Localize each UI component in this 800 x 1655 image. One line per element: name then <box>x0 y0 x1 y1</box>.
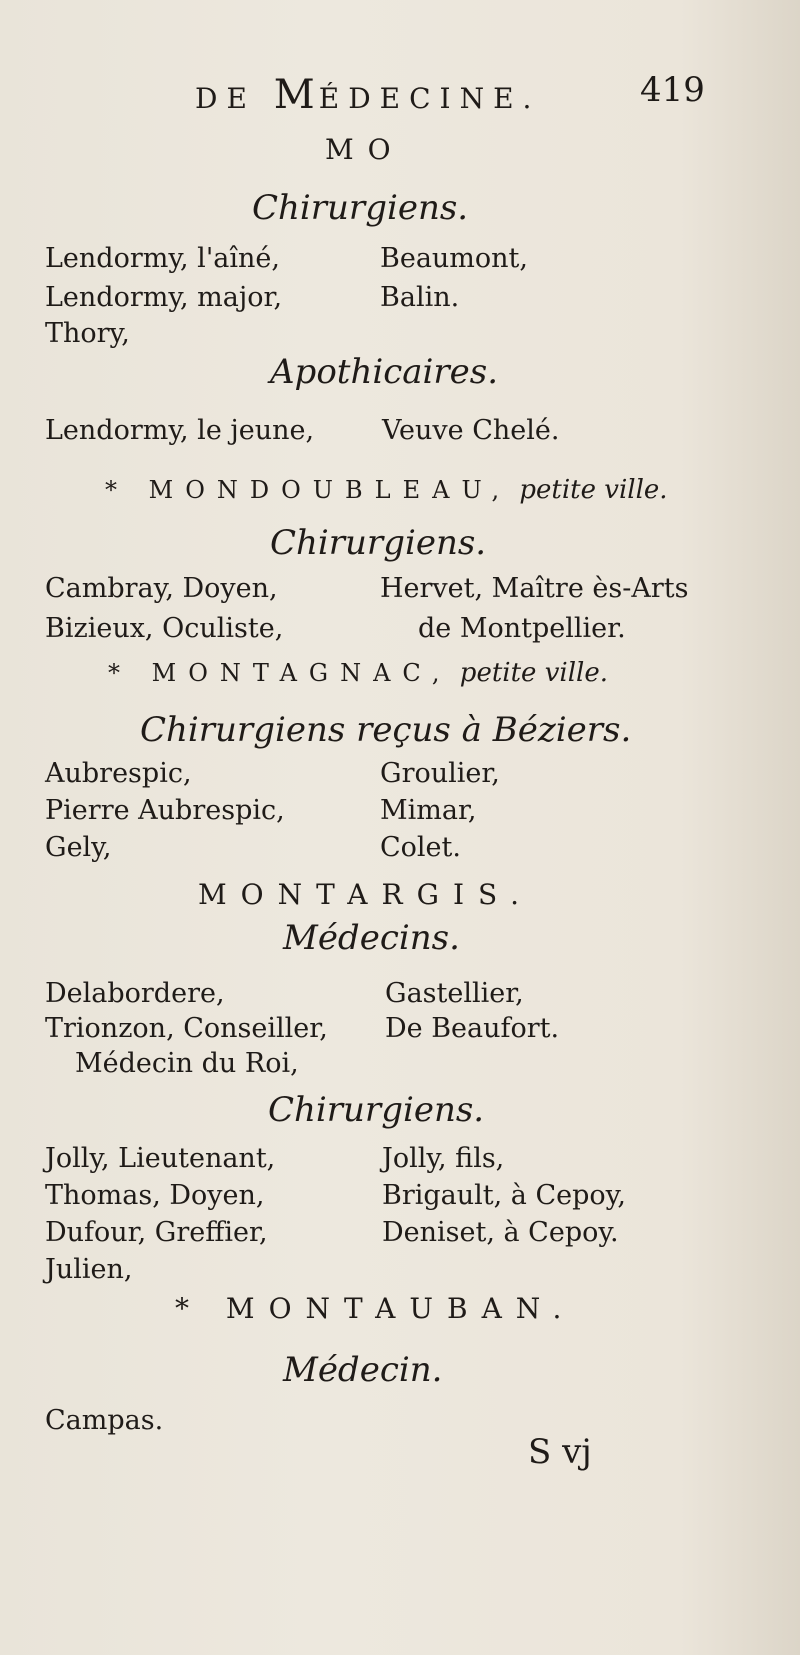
name-right: Deniset, à Cepoy. <box>382 1217 619 1248</box>
heading-mo-apothicaires: Apothicaires. <box>270 352 499 392</box>
heading-mondoubleau-chirurgiens: Chirurgiens. <box>270 523 487 563</box>
name-left: Lendormy, l'aîné, <box>45 243 280 274</box>
name-left: Bizieux, Oculiste, <box>45 613 284 644</box>
heading-montauban-medecin: Médecin. <box>283 1350 443 1390</box>
name-right: Veuve Chelé. <box>382 415 560 446</box>
heading-montargis-chirurgiens: Chirurgiens. <box>268 1090 485 1130</box>
section-title-mondoubleau <box>105 475 668 505</box>
section-qualifier: petite ville. <box>511 475 668 505</box>
name-right: De Beaufort. <box>385 1013 560 1044</box>
name-right: Balin. <box>380 282 460 313</box>
name-continuation: Médecin du Roi, <box>75 1048 299 1079</box>
name-left: Dufour, Greffier, <box>45 1217 268 1248</box>
name-left: Thory, <box>45 318 130 349</box>
name-left: Cambray, Doyen, <box>45 573 278 604</box>
name-right: Hervet, Maître ès-Arts <box>380 573 689 604</box>
running-head <box>195 72 540 118</box>
name-left: Julien, <box>45 1254 133 1285</box>
section-title-montauban: * MONTAUBAN. <box>175 1292 576 1325</box>
heading-montagnac-chirurgiens: Chirurgiens reçus à Béziers. <box>140 710 632 750</box>
name-left: Trionzon, Conseiller, <box>45 1013 328 1044</box>
page-number: 419 <box>640 70 705 110</box>
name-left: Thomas, Doyen, <box>45 1180 265 1211</box>
name-right: de Montpellier. <box>418 613 626 644</box>
name-right: Colet. <box>380 832 461 863</box>
name-left: Lendormy, le jeune, <box>45 415 315 446</box>
name-right: Beaumont, <box>380 243 528 274</box>
name-right: Gastellier, <box>385 978 524 1009</box>
signature-mark: S vj <box>528 1432 592 1472</box>
section-title-text: * MONDOUBLEAU, <box>105 476 512 504</box>
name-left: Delabordere, <box>45 978 225 1009</box>
name-right: Groulier, <box>380 758 500 789</box>
section-title-montargis: MONTARGIS. <box>198 878 534 911</box>
name-left: Lendormy, major, <box>45 282 283 313</box>
running-head-initial: M <box>273 72 319 118</box>
heading-mo-chirurgiens: Chirurgiens. <box>252 188 469 228</box>
running-head-prefix: DE <box>195 82 274 115</box>
section-title-montagnac <box>108 658 608 688</box>
running-head-rest: ÉDECINE. <box>318 82 541 115</box>
name-left: Jolly, Lieutenant, <box>45 1143 276 1174</box>
name-left: Gely, <box>45 832 112 863</box>
name-left: Pierre Aubrespic, <box>45 795 285 826</box>
name-right: Jolly, fils, <box>382 1143 505 1174</box>
name-left: Campas. <box>45 1405 164 1436</box>
section-qualifier: petite ville. <box>451 658 608 688</box>
name-right: Brigault, à Cepoy, <box>382 1180 626 1211</box>
section-title-mo: MO <box>325 133 405 166</box>
heading-montargis-medecins: Médecins. <box>283 918 460 958</box>
name-left: Aubrespic, <box>45 758 192 789</box>
section-title-text: * MONTAGNAC, <box>108 659 452 687</box>
name-right: Mimar, <box>380 795 477 826</box>
